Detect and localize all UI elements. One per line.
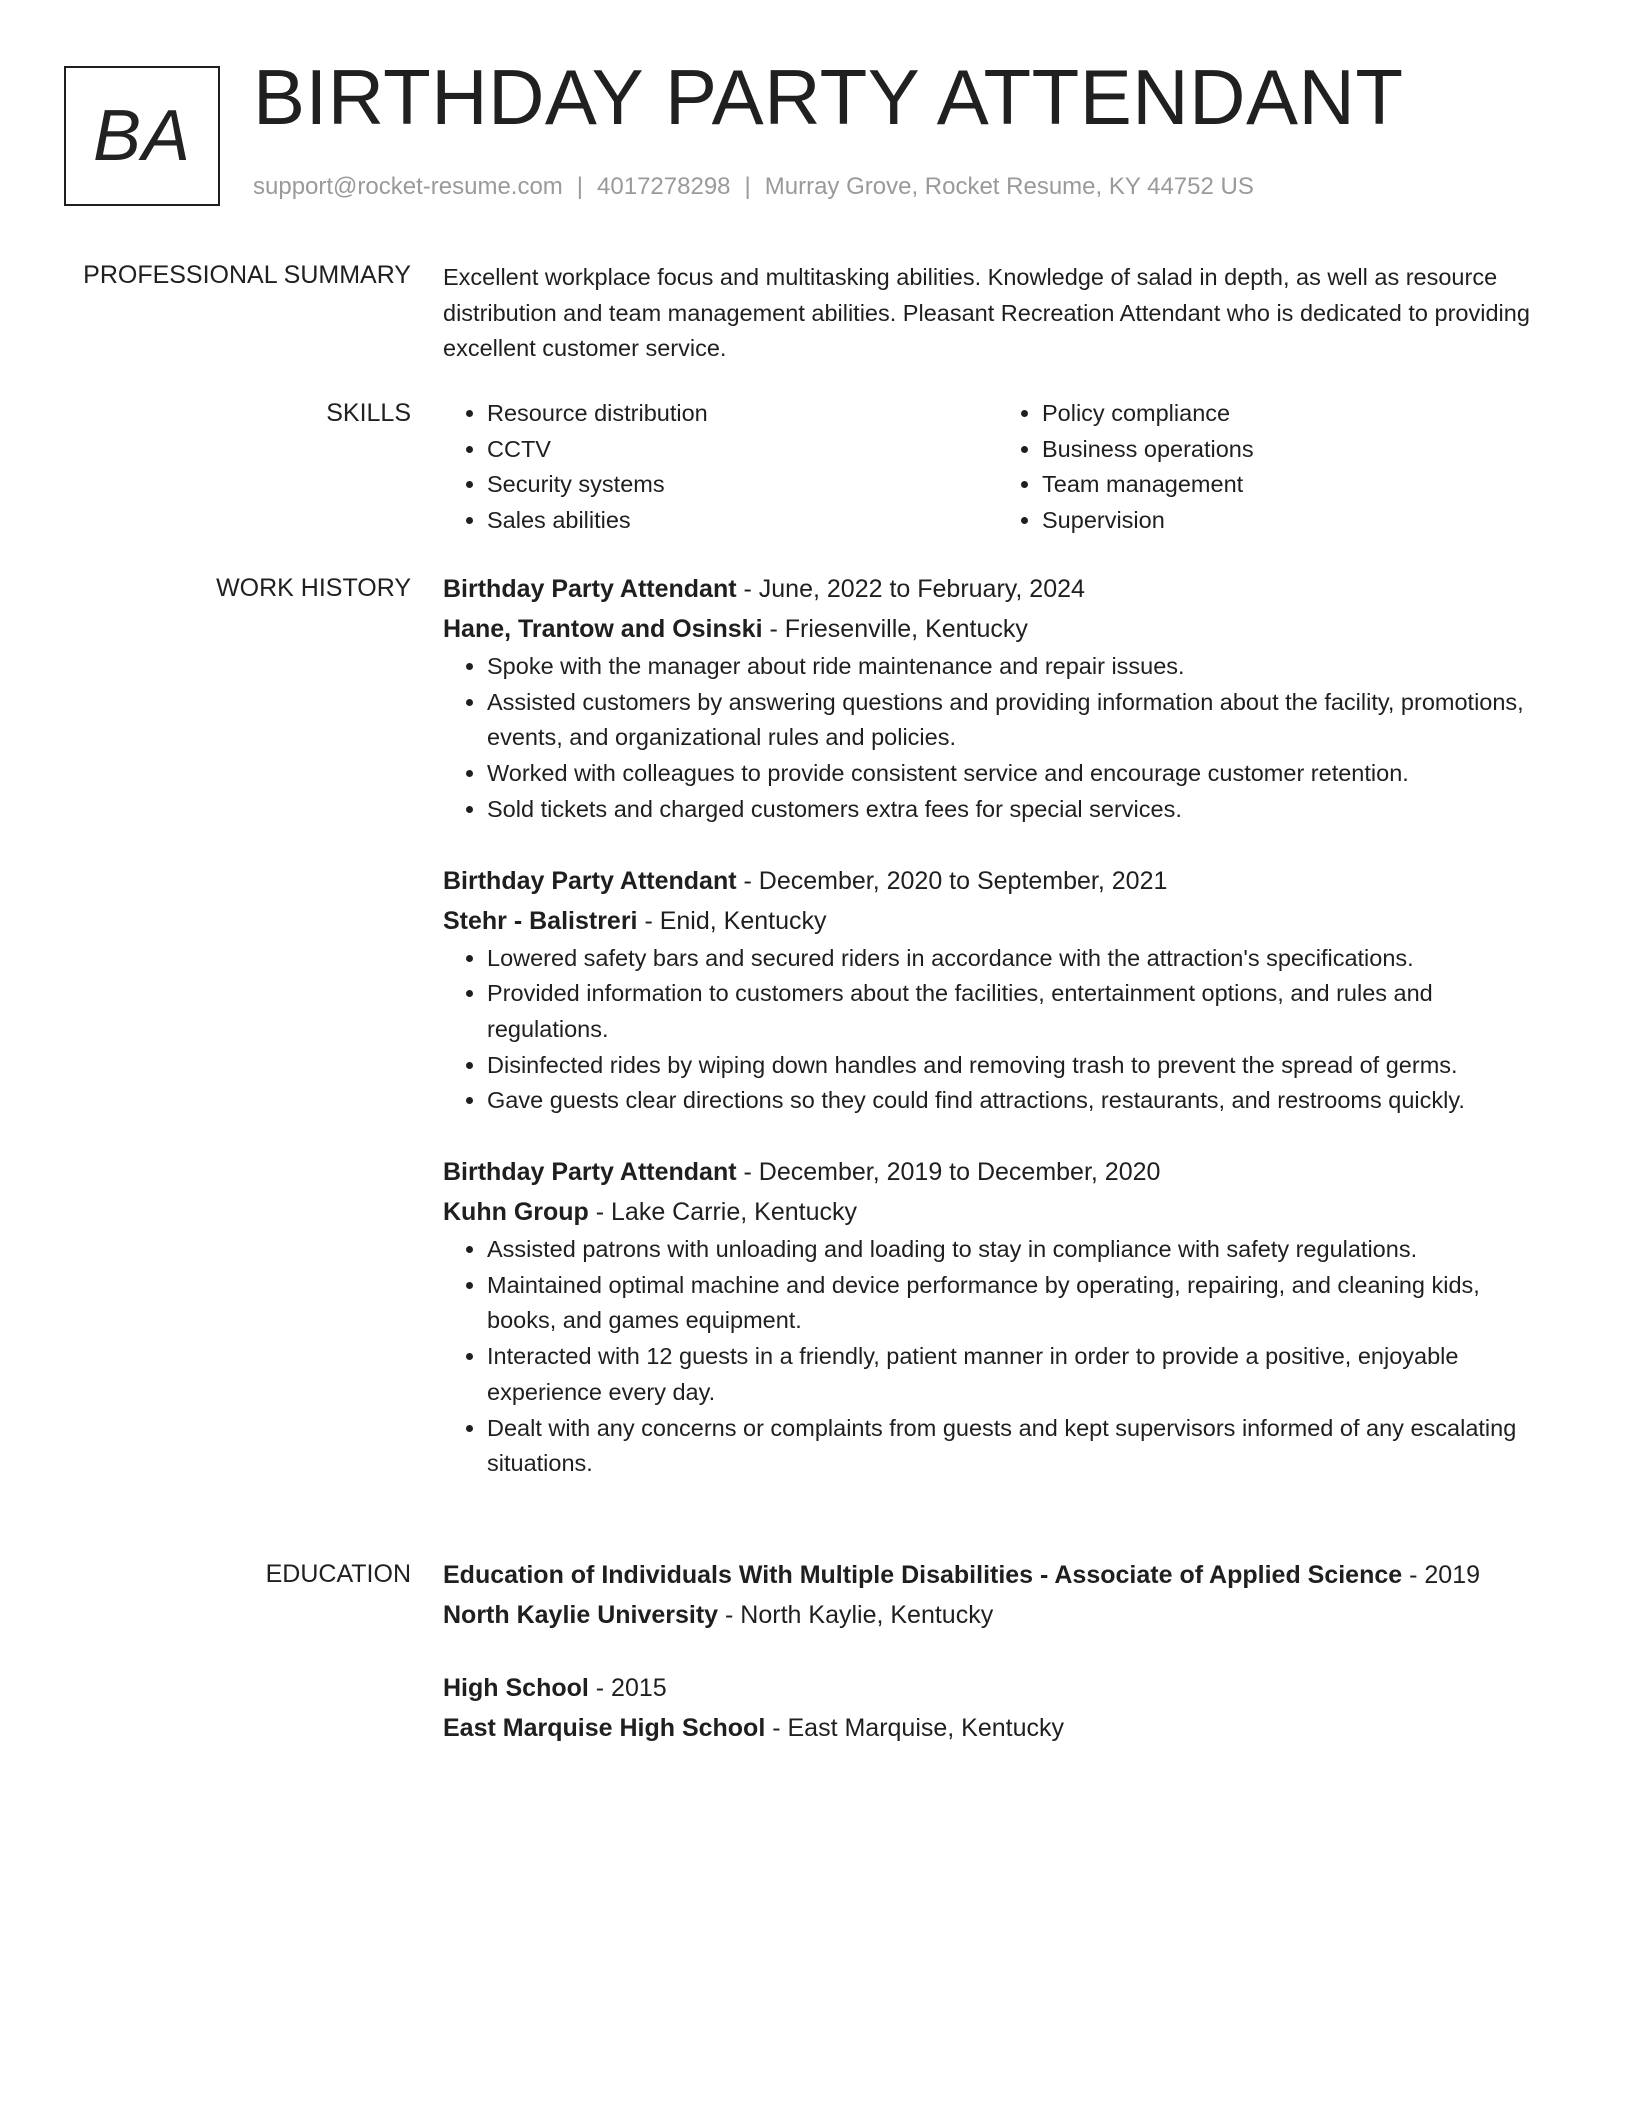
job-bullet-list xyxy=(443,941,1553,1120)
skill-item: • Team management xyxy=(1042,467,1553,503)
education-school-line xyxy=(443,1595,1553,1635)
skill-item: • Policy compliance xyxy=(1042,396,1553,432)
skill-item: • Sales abilities xyxy=(487,503,998,539)
job-company-line xyxy=(443,1192,1553,1232)
job-location: - Enid, Kentucky xyxy=(637,906,827,935)
contact-phone: 4017278298 xyxy=(597,173,731,200)
job-bullet: • Spoke with the manager about ride maintenance and repair issues. xyxy=(487,649,1553,685)
job-bullet: • Dealt with any concerns or complaints from guests and kept supervisors informed of any escalating situations. xyxy=(487,1411,1553,1482)
job-title-line xyxy=(443,1152,1553,1192)
skills-grid xyxy=(443,396,1553,539)
education-body xyxy=(443,1555,1553,1781)
education-degree-line xyxy=(443,1668,1553,1708)
summary-body xyxy=(443,260,1553,367)
skills-body xyxy=(443,396,1553,539)
job-bullet: • Interacted with 12 guests in a friendly, patient manner in order to provide a positive, enjoyable experience every day. xyxy=(487,1339,1553,1410)
skills-list-right xyxy=(998,396,1553,539)
section-label-work-history: WORK HISTORY xyxy=(216,574,411,602)
job-company-line xyxy=(443,609,1553,649)
education-degree: Education of Individuals With Multiple Disabilities - Associate of Applied Science xyxy=(443,1561,1403,1589)
skill-item: • Business operations xyxy=(1042,432,1553,468)
monogram-initials: BA xyxy=(92,96,192,176)
job-location: - Lake Carrie, Kentucky xyxy=(588,1198,857,1227)
job-entry xyxy=(443,1152,1553,1482)
job-bullet: • Maintained optimal machine and device performance by operating, repairing, and cleaning kids, books, and games equipment. xyxy=(487,1268,1553,1339)
job-bullet-list xyxy=(443,649,1553,828)
education-location: - East Marquise, Kentucky xyxy=(765,1714,1065,1742)
skill-item: • Security systems xyxy=(487,467,998,503)
skill-item: • Supervision xyxy=(1042,503,1553,539)
job-entry xyxy=(443,569,1553,828)
job-title-line xyxy=(443,861,1553,901)
job-bullet: • Assisted patrons with unloading and loading to stay in compliance with safety regulations. xyxy=(487,1232,1553,1268)
skill-item: • CCTV xyxy=(487,432,998,468)
job-company-line xyxy=(443,901,1553,941)
work-history-body xyxy=(443,569,1553,1515)
job-company: Kuhn Group xyxy=(443,1198,589,1227)
job-location: - Friesenville, Kentucky xyxy=(762,615,1028,643)
skills-list-left xyxy=(443,396,998,539)
education-location: - North Kaylie, Kentucky xyxy=(718,1601,994,1629)
education-school: North Kaylie University xyxy=(443,1601,719,1629)
education-degree: High School xyxy=(443,1674,589,1702)
job-company: Hane, Trantow and Osinski xyxy=(443,615,763,643)
job-bullet: • Provided information to customers about the facilities, entertainment options, and rules and regulations. xyxy=(487,976,1553,1047)
job-title: Birthday Party Attendant xyxy=(443,866,737,895)
monogram-box xyxy=(64,66,220,206)
job-bullet: • Worked with colleagues to provide consistent service and encourage customer retention. xyxy=(487,756,1553,792)
section-label-education: EDUCATION xyxy=(265,1560,411,1588)
job-dates: - December, 2019 to December, 2020 xyxy=(736,1158,1161,1187)
job-bullet: • Lowered safety bars and secured riders in accordance with the attraction's specifications. xyxy=(487,941,1553,977)
education-school: East Marquise High School xyxy=(443,1714,766,1742)
job-title-line xyxy=(443,569,1553,609)
education-year: - 2019 xyxy=(1402,1561,1481,1589)
section-label-skills: SKILLS xyxy=(326,399,411,427)
job-bullet: • Assisted customers by answering questions and providing information about the facility, promotions, events, and organizational rules and policies. xyxy=(487,685,1553,756)
job-bullet: • Disinfected rides by wiping down handles and removing trash to prevent the spread of germs. xyxy=(487,1048,1553,1084)
education-year: - 2015 xyxy=(588,1674,667,1702)
section-label-summary: PROFESSIONAL SUMMARY xyxy=(83,261,411,289)
contact-line xyxy=(253,175,1254,199)
contact-separator: | xyxy=(576,173,584,200)
job-bullet: • Sold tickets and charged customers extra fees for special services. xyxy=(487,792,1553,828)
job-bullet: • Gave guests clear directions so they could find attractions, restaurants, and restrooms quickly. xyxy=(487,1083,1553,1119)
skill-item: • Resource distribution xyxy=(487,396,998,432)
education-entry xyxy=(443,1668,1553,1748)
job-dates: - December, 2020 to September, 2021 xyxy=(736,866,1168,895)
summary-text: Excellent workplace focus and multitasking abilities. Knowledge of salad in depth, as well as resource distribution and team management abilities. Pleasant Recreation Attendant who is dedicated to providing excellent customer service. xyxy=(443,264,1530,362)
contact-address: Murray Grove, Rocket Resume, KY 44752 US xyxy=(764,173,1254,200)
contact-email: support@rocket-resume.com xyxy=(253,173,563,200)
job-bullet-list xyxy=(443,1232,1553,1482)
contact-separator: | xyxy=(744,173,751,200)
job-title: Birthday Party Attendant xyxy=(443,1158,737,1187)
job-company: Stehr - Balistreri xyxy=(443,906,638,935)
education-entry xyxy=(443,1555,1553,1635)
job-entry xyxy=(443,861,1553,1120)
candidate-name: BIRTHDAY PARTY ATTENDANT xyxy=(253,53,1404,141)
education-degree-line xyxy=(443,1555,1553,1595)
education-school-line xyxy=(443,1708,1553,1748)
job-title: Birthday Party Attendant xyxy=(443,575,737,603)
job-dates: - June, 2022 to February, 2024 xyxy=(736,575,1085,603)
